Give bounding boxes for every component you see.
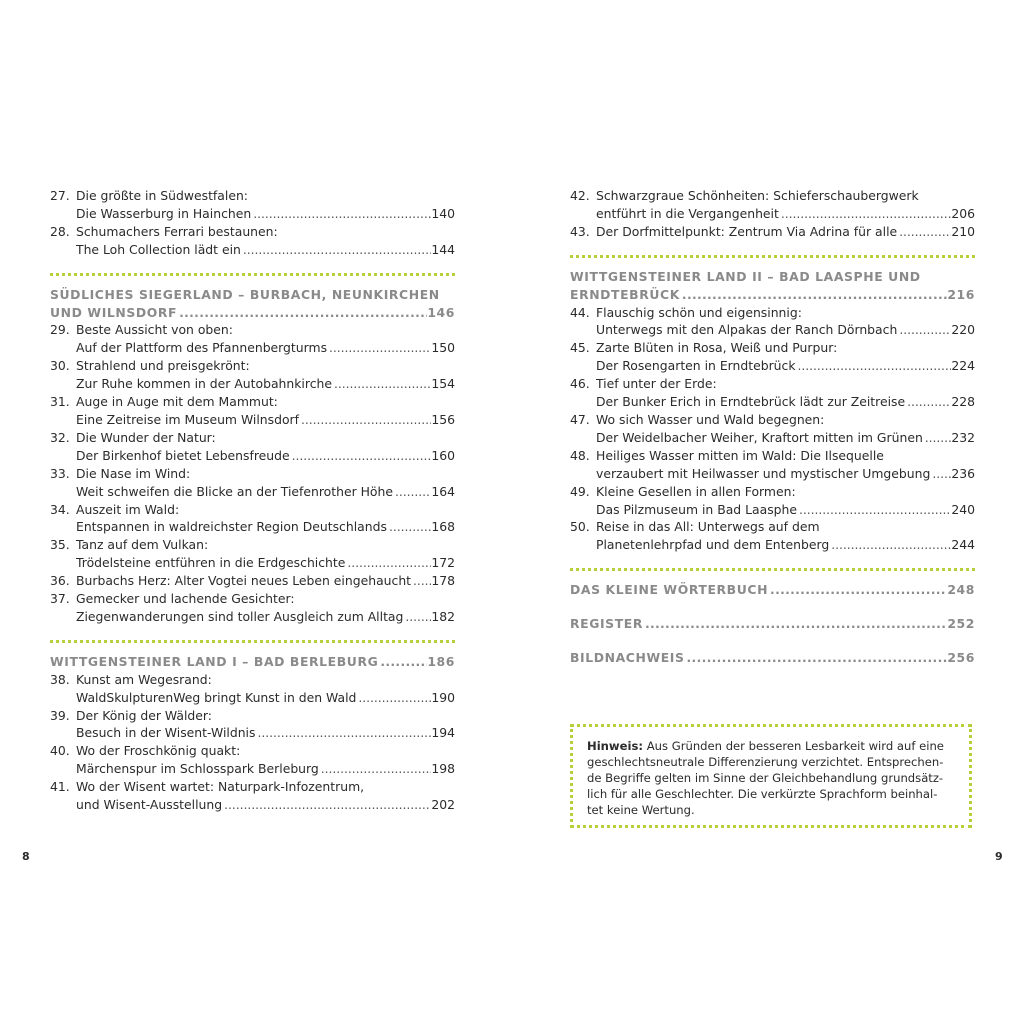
entry-page: 224 (951, 358, 975, 374)
entry-title: Auge in Auge mit dem Mammut: (76, 394, 278, 410)
dot-leader (403, 608, 431, 626)
entry-number: 31. (50, 394, 70, 410)
entry-title: Flauschig schön und eigensinnig: (596, 304, 802, 320)
entry-number: 45. (570, 340, 590, 356)
section-page: 256 (947, 650, 975, 666)
toc-entry[interactable] (50, 393, 455, 429)
notice-line: geschlechtsneutrale Differenzierung verzichtet. Entsprechen- (587, 754, 944, 769)
entry-number: 27. (50, 188, 70, 203)
entry-subtitle: Der Weidelbacher Weiher, Kraftort mitten im Grünen (596, 429, 923, 445)
toc-entry[interactable] (50, 501, 455, 537)
section-heading[interactable] (570, 581, 975, 599)
entry-title: Wo der Froschkönig quakt: (76, 743, 241, 759)
toc-entry[interactable] (50, 321, 455, 357)
dot-leader (387, 518, 431, 536)
entry-page: 140 (431, 205, 455, 221)
entry-title: Zarte Blüten in Rosa, Weiß und Purpur: (596, 340, 838, 356)
dot-leader (177, 304, 427, 322)
entry-subtitle: Planetenlehrpfad und dem Entenberg (596, 537, 830, 553)
entry-subtitle: Besuch in der Wisent-Wildnis (76, 725, 256, 741)
section-page: 216 (947, 286, 975, 302)
section-page: 248 (947, 582, 975, 598)
entry-title: Schumachers Ferrari bestaunen: (76, 223, 278, 239)
entry-title: Beste Aussicht von oben: (76, 322, 233, 338)
entry-page: 210 (951, 223, 975, 239)
entry-subtitle: Zur Ruhe kommen in der Autobahnkirche (76, 376, 332, 392)
notice-line: Aus Gründen der besseren Lesbarkeit wird auf eine (643, 739, 944, 753)
entry-page: 150 (431, 340, 455, 356)
entry-subtitle: Auf der Plattform des Pfannenbergturms (76, 340, 328, 356)
dot-leader (222, 796, 431, 814)
entry-page: 202 (431, 797, 455, 813)
entry-page: 178 (431, 573, 455, 589)
entry-subtitle: Ziegenwanderungen sind toller Ausgleich zum Alltag (76, 608, 404, 624)
dot-leader (332, 375, 431, 393)
entry-subtitle: und Wisent-Ausstellung (76, 797, 223, 813)
section-page: 146 (427, 304, 455, 320)
entry-title: Wo der Wisent wartet: Naturpark-Infozentrum, (76, 779, 365, 795)
entry-subtitle: Entspannen in waldreichster Region Deutschlands (76, 519, 387, 535)
entry-title: Die Nase im Wind: (76, 465, 191, 481)
entry-page: 164 (431, 483, 455, 499)
entry-number: 37. (50, 591, 70, 607)
section-title-line: BILDNACHWEIS (570, 650, 685, 666)
toc-entry[interactable] (50, 357, 455, 393)
entry-number: 41. (50, 779, 70, 795)
toc-entry[interactable] (50, 572, 455, 590)
entry-subtitle: Die Wasserburg in Hainchen (76, 205, 252, 221)
entry-subtitle: Märchenspur im Schlosspark Berleburg (76, 761, 319, 777)
section-heading[interactable] (570, 649, 975, 667)
section-heading[interactable] (50, 653, 455, 671)
entry-page: 206 (951, 205, 975, 221)
entry-page: 198 (431, 761, 455, 777)
entry-number: 46. (570, 376, 590, 392)
toc-entry[interactable] (570, 447, 975, 483)
section-page: 252 (947, 616, 975, 632)
entry-subtitle: WaldSkulpturenWeg bringt Kunst in den Wald (76, 689, 357, 705)
toc-entry[interactable] (50, 742, 455, 778)
entry-title: Der Dorfmittelpunkt: Zentrum Via Adrina für alle (596, 223, 898, 239)
section-heading[interactable] (570, 615, 975, 633)
entry-title: Die Wunder der Natur: (76, 429, 216, 445)
dotted-divider (50, 640, 455, 643)
entry-number: 43. (570, 223, 590, 239)
right-page-toc (570, 187, 975, 667)
entry-page: 160 (431, 447, 455, 463)
entry-title: Schwarzgraue Schönheiten: Schieferschaubergwerk (596, 188, 919, 203)
toc-entry[interactable] (50, 590, 455, 626)
entry-title: Heiliges Wasser mitten im Wald: Die Ilsequelle (596, 447, 884, 463)
dot-leader (299, 411, 431, 429)
dot-leader (897, 321, 951, 339)
entry-page: 240 (951, 501, 975, 517)
entry-subtitle: entführt in die Vergangenheit (596, 205, 779, 221)
entry-page: 244 (951, 537, 975, 553)
entry-page: 190 (431, 689, 455, 705)
section-heading[interactable] (50, 286, 455, 322)
entry-number: 32. (50, 429, 70, 445)
toc-entry[interactable] (50, 778, 455, 814)
entry-page: 156 (431, 411, 455, 427)
dot-leader (319, 760, 432, 778)
entry-title: Auszeit im Wald: (76, 501, 180, 517)
entry-page: 182 (431, 608, 455, 624)
toc-entry[interactable] (570, 304, 975, 340)
entry-number: 33. (50, 465, 70, 481)
toc-entry[interactable] (570, 187, 975, 223)
toc-entry[interactable] (570, 375, 975, 411)
entry-number: 47. (570, 411, 590, 427)
entry-number: 49. (570, 483, 590, 499)
section-title-line: ERNDTEBRÜCK (570, 286, 680, 302)
entry-title: Tief unter der Erde: (596, 376, 717, 392)
page-number-right: 9 (995, 850, 1003, 863)
notice-text (587, 739, 957, 819)
entry-title: Kunst am Wegesrand: (76, 671, 212, 687)
entry-number: 50. (570, 519, 590, 535)
entry-number: 28. (50, 223, 70, 239)
entry-page: 172 (431, 555, 455, 571)
dot-leader (255, 724, 431, 742)
entry-title: Wo sich Wasser und Wald begegnen: (596, 411, 825, 427)
toc-entry[interactable] (570, 223, 975, 241)
section-title-line: UND WILNSDORF (50, 304, 178, 320)
toc-entry[interactable] (50, 671, 455, 707)
entry-title: Gemecker und lachende Gesichter: (76, 591, 295, 607)
toc-entry[interactable] (50, 536, 455, 572)
toc-entry[interactable] (50, 429, 455, 465)
dot-leader (797, 501, 951, 519)
entry-number: 40. (50, 743, 70, 759)
dot-leader (905, 393, 951, 411)
dot-leader (680, 286, 947, 304)
entry-subtitle: Unterwegs mit den Alpakas der Ranch Dörnbach (596, 322, 898, 338)
entry-number: 48. (570, 447, 590, 463)
toc-entry[interactable] (50, 223, 455, 259)
notice-line: tet keine Wertung. (587, 802, 695, 817)
dot-leader (643, 615, 947, 633)
dot-leader (685, 649, 948, 667)
section-title-line: WITTGENSTEINER LAND II – BAD LAASPHE UND (570, 268, 921, 284)
entry-title: Tanz auf dem Vulkan: (76, 537, 209, 553)
entry-number: 30. (50, 358, 70, 374)
entry-title: Strahlend und preisgekrönt: (76, 358, 250, 374)
notice-line: de Begriffe gelten im Sinne der Gleichbehandlung grundsätz- (587, 770, 944, 785)
entry-page: 236 (951, 465, 975, 481)
entry-subtitle: Der Rosengarten in Erndtebrück (596, 358, 796, 374)
dot-leader (829, 536, 951, 554)
notice-label: Hinweis: (587, 739, 644, 753)
entry-subtitle: verzaubert mit Heilwasser und mystischer Umgebung (596, 465, 931, 481)
toc-entry[interactable] (50, 187, 455, 223)
entry-page: 144 (431, 241, 455, 257)
entry-number: 38. (50, 671, 70, 687)
entry-number: 42. (570, 188, 590, 203)
dot-leader (930, 465, 951, 483)
entry-page: 232 (951, 429, 975, 445)
entry-number: 39. (50, 707, 70, 723)
dot-leader (393, 483, 431, 501)
entry-subtitle: Der Bunker Erich in Erndtebrück lädt zur Zeitreise (596, 394, 906, 410)
left-page-toc (50, 187, 455, 814)
entry-page: 168 (431, 519, 455, 535)
entry-subtitle: Weit schweifen die Blicke an der Tiefenrother Höhe (76, 483, 393, 499)
entry-subtitle: Eine Zeitreise im Museum Wilnsdorf (76, 411, 300, 427)
entry-title: Burbachs Herz: Alter Vogtei neues Leben eingehaucht (76, 573, 412, 589)
notice-line: lich für alle Geschlechter. Die verkürzte Sprachform beinhal- (587, 786, 938, 801)
dot-leader (241, 241, 431, 259)
toc-entry[interactable] (570, 483, 975, 519)
dot-leader (768, 581, 947, 599)
dot-leader (290, 447, 432, 465)
entry-number: 29. (50, 322, 70, 338)
dot-leader (796, 357, 952, 375)
entry-page: 220 (951, 322, 975, 338)
entry-page: 194 (431, 725, 455, 741)
dot-leader (327, 339, 431, 357)
dot-leader (356, 689, 431, 707)
section-title-line: SÜDLICHES SIEGERLAND – BURBACH, NEUNKIRCHEN (50, 286, 440, 302)
toc-entry[interactable] (570, 411, 975, 447)
entry-number: 35. (50, 537, 70, 553)
entry-title: Die größte in Südwestfalen: (76, 188, 248, 203)
notice-box (570, 724, 972, 828)
entry-subtitle: Der Birkenhof bietet Lebensfreude (76, 447, 290, 463)
entry-subtitle: Das Pilzmuseum in Bad Laasphe (596, 501, 797, 517)
entry-page: 228 (951, 394, 975, 410)
dotted-divider (570, 568, 975, 571)
entry-title: Der König der Wälder: (76, 707, 212, 723)
page-number-left: 8 (22, 850, 30, 863)
section-title-line: DAS KLEINE WÖRTERBUCH (570, 582, 769, 598)
dot-leader (411, 572, 431, 590)
entry-title: Reise in das All: Unterwegs auf dem (596, 519, 820, 535)
section-page: 186 (427, 653, 455, 669)
toc-entry[interactable] (570, 518, 975, 554)
dot-leader (251, 205, 431, 223)
dotted-divider (50, 273, 455, 276)
entry-title: Kleine Gesellen in allen Formen: (596, 483, 796, 499)
toc-entry[interactable] (50, 707, 455, 743)
entry-subtitle: Trödelsteine entführen in die Erdgeschichte (76, 555, 346, 571)
entry-number: 34. (50, 501, 70, 517)
section-title-line: WITTGENSTEINER LAND I – BAD BERLEBURG (50, 653, 379, 669)
entry-number: 36. (50, 573, 70, 589)
toc-entry[interactable] (50, 465, 455, 501)
entry-number: 44. (570, 304, 590, 320)
toc-entry[interactable] (570, 339, 975, 375)
dot-leader (378, 653, 427, 671)
dot-leader (345, 554, 431, 572)
dot-leader (779, 205, 952, 223)
dotted-divider (570, 255, 975, 258)
section-title-line: REGISTER (570, 616, 643, 632)
entry-page: 154 (431, 376, 455, 392)
entry-subtitle: The Loh Collection lädt ein (76, 241, 241, 257)
dot-leader (897, 223, 951, 241)
section-heading[interactable] (570, 268, 975, 304)
dot-leader (923, 429, 952, 447)
